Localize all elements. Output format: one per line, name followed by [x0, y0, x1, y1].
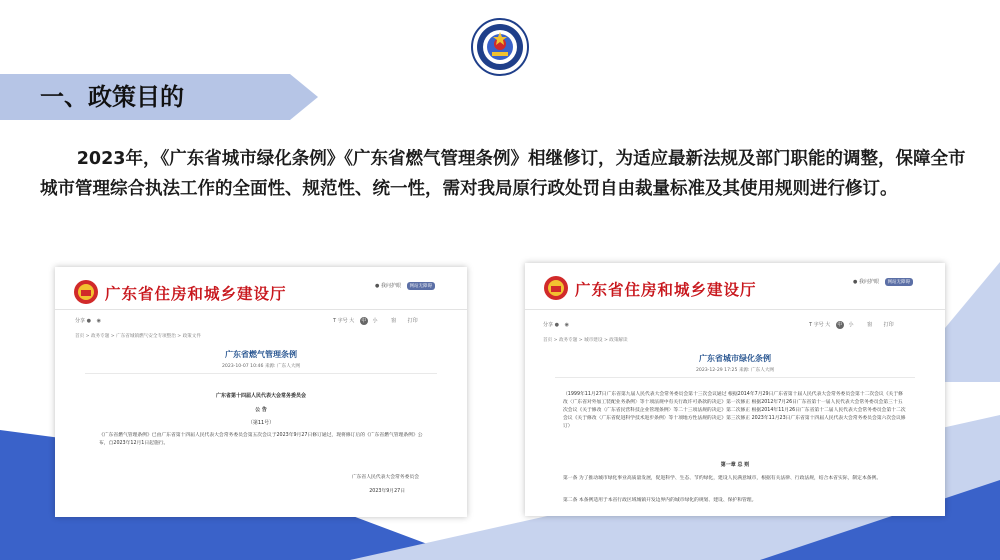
- divider: [85, 373, 437, 374]
- article-2: 第二条 本条例适用于本省行政区域城镇开发边界内的城市绿化的规划、建设、保护和管理。: [563, 498, 757, 503]
- share-label: 分享: [75, 318, 86, 324]
- header-tools: [853, 278, 913, 286]
- gas-regulation-screenshot: [55, 267, 467, 517]
- sign-date: 2023年9月27日: [369, 489, 405, 494]
- size-mid-button[interactable]: 中: [361, 318, 367, 324]
- share-bar: [75, 317, 105, 324]
- national-emblem-icon: [543, 275, 569, 301]
- size-small-button[interactable]: 小: [372, 318, 378, 324]
- window-button[interactable]: 窗: [391, 318, 397, 324]
- size-small-button[interactable]: 小: [848, 322, 854, 328]
- national-emblem-icon: [73, 279, 99, 305]
- article-1: 第一条 为了推动城市绿化事业高质量发展，促进科学、生态、节约绿化，建设人民满意城市，根据有关法律、行政法规，结合本省实际，制定本条例。: [563, 476, 882, 481]
- accessibility-button[interactable]: 网站无障碍: [407, 282, 436, 290]
- greening-regulation-screenshot: [525, 263, 945, 516]
- size-large-button[interactable]: 大: [349, 318, 355, 324]
- site-name: 广东省住房和城乡建设厅: [105, 285, 287, 303]
- amendment-history: （1999年11月27日广东省第九届人民代表大会常务委员会第十三次会议通过 根据2014年7月29日广东省第十届人民代表大会常务委员会第十二次会议《关于修改〈广东省对外加工装配业务条例〉等十项法规中有关行政许可条款的决定》第一次修正 根据2012年7月26日广东省第十一届人民代表大会常务委员会第三十五次会议《关于修改〈广东省民营科技企业管理条例〉等二十三项法规的决定》第二次修正 根据2014年11月26日广东省第十二届人民代表大会常务委员会第十二次会议《关于修改〈广东省促进科学技术进步条例〉等十项地方性法规的决定》第三次修正 2023年11月23日广东省第十四届人民代表大会常务委员会第六次会议修订）: [563, 392, 906, 429]
- font-size-bar: [333, 317, 422, 325]
- breadcrumb: 首页 > 政务专题 > 城市建设 > 政策解读: [543, 338, 628, 343]
- wechat-icon[interactable]: ●: [554, 322, 559, 328]
- accessibility-button[interactable]: 网站无障碍: [885, 278, 914, 286]
- size-mid-button[interactable]: 中: [837, 322, 843, 328]
- document-meta: 2023-12-29 17:25 来源: 广东人大网: [695, 368, 775, 373]
- breadcrumb: 首页 > 政务专题 > 广东省城镇燃气安全专项整治 > 政策文件: [75, 334, 201, 339]
- divider: [55, 309, 467, 310]
- print-button[interactable]: 打印: [883, 322, 894, 328]
- font-size-label: T 字号: [809, 322, 824, 328]
- window-button[interactable]: 窗: [867, 322, 873, 328]
- announcement-body: 《广东省燃气管理条例》已由广东省第十四届人民代表大会常务委员会第五次会议于2023年9月27日修订通过，现将修订后的《广东省燃气管理条例》公布，自2023年12月1日起施行。: [99, 433, 423, 446]
- weibo-icon[interactable]: ◉: [96, 318, 101, 324]
- chapter-title: 第一章 总 则: [720, 462, 750, 468]
- document-title: 广东省燃气管理条例: [225, 350, 297, 359]
- slide-title: 一、政策目的: [40, 83, 184, 111]
- share-label: 分享: [543, 322, 554, 328]
- policy-paragraph: 2023年，《广东省城市绿化条例》《广东省燃气管理条例》相继修订，为适应最新法规及部门职能的调整，保障全市城市管理综合执法工作的全面性、规范性、统一性，需对我局原行政处罚自由裁量标准及其使用规则进行修订。: [40, 149, 966, 199]
- document-title: 广东省城市绿化条例: [699, 354, 771, 363]
- eye-care-link[interactable]: ● 我问护眼: [375, 283, 401, 289]
- divider: [555, 377, 915, 378]
- size-large-button[interactable]: 大: [825, 322, 831, 328]
- site-name: 广东省住房和城乡建设厅: [575, 281, 757, 299]
- font-size-label: T 字号: [333, 318, 348, 324]
- font-size-bar: [809, 321, 898, 329]
- announcement-number: （第11号）: [247, 420, 275, 426]
- header-tools: [375, 282, 435, 290]
- divider: [525, 309, 945, 310]
- print-button[interactable]: 打印: [407, 318, 418, 324]
- document-meta: 2023-10-07 10:46 来源: 广东人大网: [221, 364, 301, 369]
- announcement-label: 公 告: [255, 407, 267, 413]
- weibo-icon[interactable]: ◉: [564, 322, 569, 328]
- wechat-icon[interactable]: ●: [86, 318, 91, 324]
- signature: 广东省人民代表大会常务委员会: [351, 475, 419, 480]
- issuing-org: 广东省第十四届人民代表大会常务委员会: [215, 393, 306, 399]
- eye-care-link[interactable]: ● 我问护眼: [853, 279, 879, 285]
- enforcement-emblem-icon: [471, 18, 529, 76]
- share-bar: [543, 321, 573, 328]
